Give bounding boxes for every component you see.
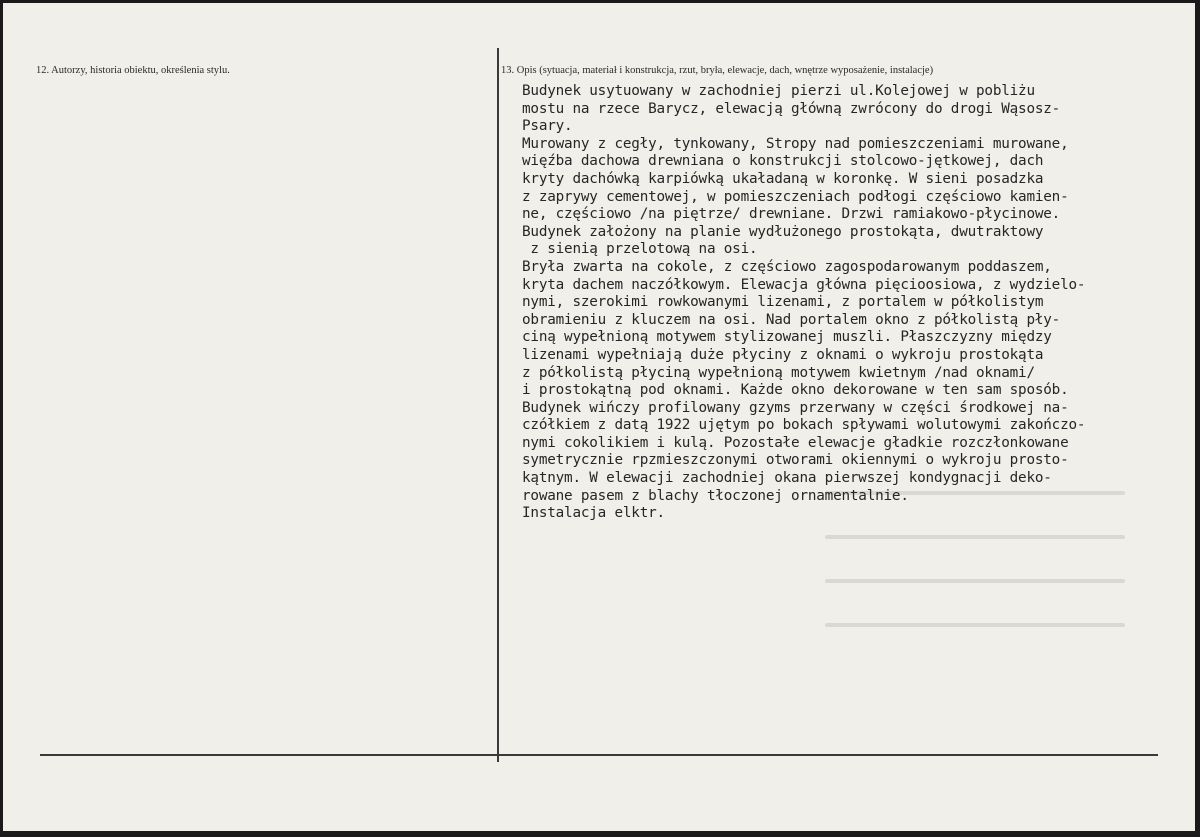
description-line: z sienią przelotową na osi. [522,241,758,258]
description-line: symetrycznie rpzmieszczonymi otworami okiennymi o wykroju prosto- [522,452,1069,469]
description-line: mostu na rzece Barycz, elewacją główną zwrócony do drogi Wąsosz- [522,100,1061,117]
description-line: z półkolistą płyciną wypełnioną motywem kwietnym /nad oknami/ [522,364,1035,381]
description-line: ne, częściowo /na piętrze/ drewniane. Drzwi ramiakowo-płycinowe. [522,206,1061,223]
description-text [522,83,1085,523]
description-line: obramieniu z kluczem na osi. Nad portalem okno z półkolistą pły- [522,311,1061,328]
description-line: Bryła zwarta na cokole, z częściowo zagospodarowanym poddaszem, [522,258,1052,275]
column-divider [497,48,499,762]
description-line: z zaprywy cementowej, w pomieszczeniach podłogi częściowo kamien- [522,188,1069,205]
description-line: czółkiem z datą 1922 ujętym po bokach spływami wolutowymi zakończo- [522,417,1086,434]
field-12-label: 12. Autorzy, historia obiektu, określenia stylu. [36,65,230,76]
field-13-label: 13. Opis (sytuacja, materiał i konstrukcja, rzut, bryła, elewacje, dach, wnętrze wyposażenie, instalacje) [501,65,934,76]
description-line: Budynek założony na planie wydłużonego prostokąta, dwutraktowy [522,223,1044,240]
description-line: rowane pasem z blachy tłoczonej ornamentalnie. [522,487,909,504]
description-line: nymi cokolikiem i kulą. Pozostałe elewacje gładkie rozczłonkowane [522,434,1069,451]
description-line: Budynek usytuowany w zachodniej pierzi ul.Kolejowej w pobliżu [522,83,1035,99]
description-line: Psary. [522,118,573,135]
description-line: Murowany z cegły, tynkowany, Stropy nad pomieszczeniami murowane, [522,135,1069,152]
description-line: i prostokątną pod oknami. Każde okno dekorowane w ten sam sposób. [522,382,1069,399]
description-line: Budynek wińczy profilowany gzyms przerwany w części środkowej na- [522,399,1069,416]
description-line: nymi, szerokimi rowkowanymi lizenami, z portalem w półkolistym [522,294,1044,311]
description-line: lizenami wypełniają duże płyciny z oknami o wykroju prostokąta [522,346,1044,363]
description-line: Instalacja elktr. [522,505,665,522]
description-line: więźba dachowa drewniana o konstrukcji stolcowo-jętkowej, dach [522,153,1044,170]
description-line: kątnym. W elewacji zachodniej okana pierwszej kondygnacji deko- [522,470,1052,487]
description-line: ciną wypełnioną motywem stylizowanej muszli. Płaszczyzny między [522,329,1052,346]
bottom-rule [40,754,1158,756]
description-line: kryty dachówką karpiówką ukaładaną w koronkę. W sieni posadzka [522,170,1044,187]
description-line: kryta dachem naczółkowym. Elewacja główna pięcioosiowa, z wydzielo- [522,276,1086,293]
form-sheet [3,3,1195,831]
